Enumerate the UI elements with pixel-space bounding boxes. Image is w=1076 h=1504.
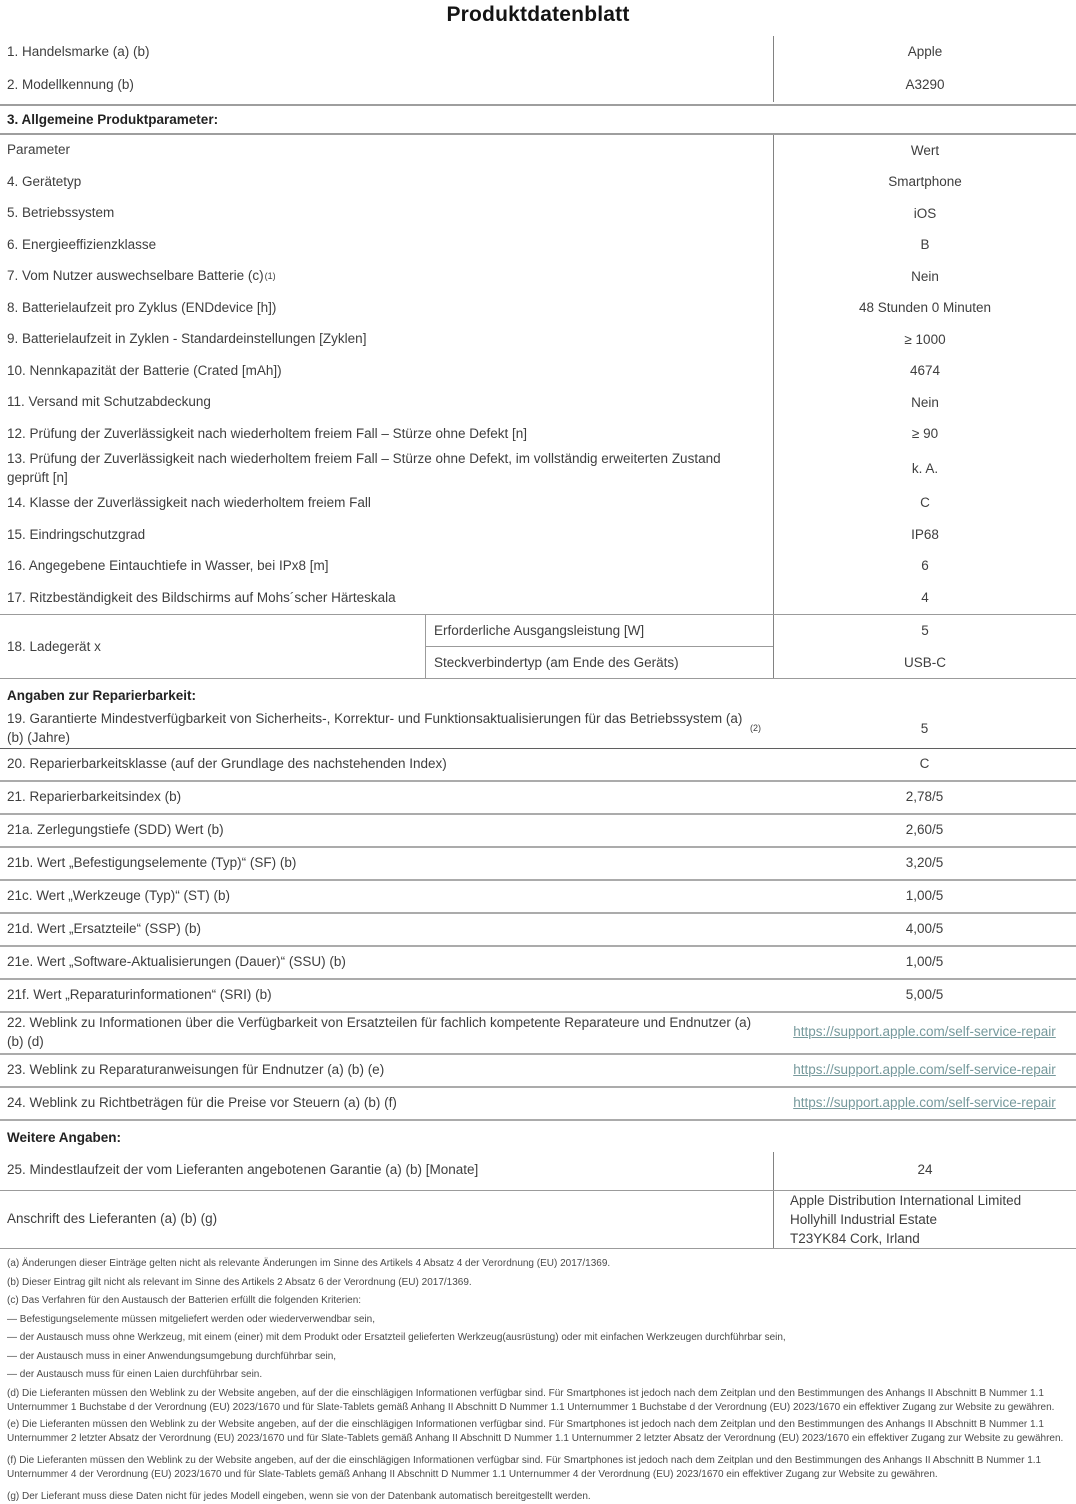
row-value: C xyxy=(773,488,1076,520)
row-label: Anschrift des Lieferanten (a) (b) (g) xyxy=(7,1210,218,1226)
row-label: 4. Gerätetyp xyxy=(7,173,82,189)
charger-sub-label: Erforderliche Ausgangsleistung [W] xyxy=(426,615,773,647)
footnote-g: (g) Der Lieferant muss diese Daten nicht für jedes Modell eingeben, wenn sie von der Datenbank automatisch bereitgestellt werden. xyxy=(7,1490,591,1502)
footnote-f: (f) Die Lieferanten müssen den Weblink zu der Website angeben, auf der die einschlägigen Informationen verfügbar sind. Für Smartphones ist jedoch nach dem Zeitplan und den Bestimmungen des Anhangs II Abschnitt B Nummer 1.1 Unternummer 4 der Verordnung (EU) 2023/1670 und für Slate-Tablets gemäß Anhang II Abschnitt D Nummer 1.1 Unternummer 4 der Verordnung (EU) 2023/1670 ein effektiver Zugang zur Website zu gewähren. xyxy=(7,1454,1042,1480)
table-row xyxy=(0,749,1076,782)
row-value: Smartphone xyxy=(773,167,1076,199)
row-label-text: 19. Garantierte Mindestverfügbarkeit von Sicherheits-, Korrektur- und Funktionsaktualisierungen für das Betriebssystem (a) (b) (Jahre) xyxy=(7,710,743,745)
table-row xyxy=(0,582,1076,614)
row-label: 14. Klasse der Zuverlässigkeit nach wiederholtem freiem Fall xyxy=(7,495,371,511)
table-row xyxy=(0,815,1076,848)
identification-table xyxy=(0,36,1076,102)
row-label: 22. Weblink zu Informationen über die Verfügbarkeit von Ersatzteilen für fachlich kompetente Reparateure und Endnutzer (a) (b) (d) xyxy=(7,1014,752,1049)
supplier-address-line: T23YK84 Cork, Irland xyxy=(790,1230,920,1246)
row-value: C xyxy=(919,755,930,771)
table-row xyxy=(0,710,1076,749)
row-value: k. A. xyxy=(773,450,1076,488)
row-label: 7. Vom Nutzer auswechselbare Batterie (c) $^{(1)}$ xyxy=(0,261,773,293)
table-row xyxy=(0,293,1076,325)
table-row xyxy=(0,848,1076,881)
supplier-address xyxy=(773,1191,1076,1248)
row-label: 12. Prüfung der Zuverlässigkeit nach wiederholtem freiem Fall – Stürze ohne Defekt [n] xyxy=(7,425,528,441)
row-label: 5. Betriebssystem xyxy=(7,205,115,221)
row-value: 2,60/5 xyxy=(905,821,944,837)
row-value: 24 xyxy=(773,1152,1076,1190)
row-label: 17. Ritzbeständigkeit des Bildschirms auf Mohs´scher Härteskala xyxy=(7,589,396,605)
row-value: iOS xyxy=(773,198,1076,230)
table-row xyxy=(0,198,1076,230)
supplier-address-line: Apple Distribution International Limited xyxy=(790,1192,1022,1208)
footnote-c-criterion: — der Austausch muss für einen Laien durchführbar sein. xyxy=(7,1369,263,1381)
table-row xyxy=(0,450,1076,488)
row-value: 5 xyxy=(920,720,929,736)
row-label: 24. Weblink zu Richtbeträgen für die Preise vor Steuern (a) (b) (f) xyxy=(7,1094,397,1110)
table-row xyxy=(0,914,1076,947)
table-row xyxy=(0,167,1076,199)
row-label: 21d. Wert „Ersatzteile“ (SSP) (b) xyxy=(7,920,202,936)
row-label: 16. Angegebene Eintauchtiefe in Wasser, bei IPx8 [m] xyxy=(7,558,329,574)
row-label: 21e. Wert „Software-Aktualisierungen (Dauer)“ (SSU) (b) xyxy=(7,953,346,969)
row-label: 21c. Wert „Werkzeuge (Typ)“ (ST) (b) xyxy=(7,887,231,903)
table-row xyxy=(0,881,1076,914)
row-label: 10. Nennkapazität der Batterie (Crated [mAh]) xyxy=(7,362,282,378)
row-label: 18. Ladegerät x xyxy=(7,638,101,654)
table-row xyxy=(0,419,1076,451)
row-label: 9. Batterielaufzeit in Zyklen - Standardeinstellungen [Zyklen] xyxy=(7,331,367,347)
table-row xyxy=(0,261,1076,293)
table-row xyxy=(0,980,1076,1013)
table-row xyxy=(0,488,1076,520)
row-value: Nein xyxy=(773,261,1076,293)
table-row xyxy=(0,69,1076,102)
row-value: 4 xyxy=(773,582,1076,614)
row-label: 11. Versand mit Schutzabdeckung xyxy=(7,394,211,410)
table-row xyxy=(0,387,1076,419)
row-value: 1,00/5 xyxy=(905,953,944,969)
general-parameters-table xyxy=(0,135,1076,679)
table-row-weblink xyxy=(0,1013,1076,1055)
charger-sub-label: Steckverbindertyp (am Ende des Geräts) xyxy=(434,654,679,670)
row-value: B xyxy=(773,230,1076,262)
row-label: 1. Handelsmarke (a) (b) xyxy=(7,44,150,60)
row-label: 15. Eindringschutzgrad xyxy=(7,526,146,542)
table-row-weblink xyxy=(0,1055,1076,1088)
footnote-b: (b) Dieser Eintrag gilt nicht als relevant im Sinne des Artikels 2 Absatz 6 der Verordnung (EU) 2017/1369. xyxy=(7,1276,472,1288)
row-label: 21b. Wert „Befestigungselemente (Typ)“ (SF) (b) xyxy=(7,854,297,870)
charger-sub-values xyxy=(773,615,1076,678)
table-row xyxy=(0,947,1076,980)
row-label: 13. Prüfung der Zuverlässigkeit nach wiederholtem freiem Fall – Stürze ohne Defekt, im vollständig erweiterten Zustand geprüft [n] xyxy=(7,451,721,485)
row-value: IP68 xyxy=(773,519,1076,551)
footnote-d: (d) Die Lieferanten müssen den Weblink zu der Website angeben, auf der die einschlägigen Informationen verfügbar sind. Für Smartphones ist jedoch nach dem Zeitplan und den Bestimmungen des Anhangs II Abschnitt B Nummer 1.1 Unternummer 1 Buchstabe d der Verordnung (EU) 2023/1670 und für Slate-Tablets gemäß Anhang II Abschnitt D Nummer 1.1 Unternummer 1 Buchstabe d der Verordnung (EU) 2023/1670 ein effektiver Zugang zur Website zu gewähren. xyxy=(7,1387,1055,1413)
repairability-table xyxy=(0,710,1076,1121)
footnote-a: (a) Änderungen dieser Einträge gelten nicht als relevante Änderungen im Sinne des Artikels 4 Absatz 4 der Verordnung (EU) 2017/1369. xyxy=(7,1258,611,1270)
row-value: 5,00/5 xyxy=(905,986,944,1002)
supplier-address-row xyxy=(0,1191,1076,1249)
row-label: 23. Weblink zu Reparaturanweisungen für Endnutzer (a) (b) (e) xyxy=(7,1061,385,1077)
charger-sub-value: 5 xyxy=(921,623,929,639)
table-row xyxy=(0,356,1076,388)
footnotes xyxy=(0,1249,1076,1504)
row-value: ≥ 1000 xyxy=(773,324,1076,356)
row-label: 19. Garantierte Mindestverfügbarkeit von Sicherheits-, Korrektur- und Funktionsaktualisierungen für das Betriebssystem (a) (b) (Jahre) $^{(2)}$ xyxy=(0,710,773,748)
footnote-c-criterion: — der Austausch muss in einer Anwendungsumgebung durchführbar sein, xyxy=(7,1350,337,1362)
charger-sub-labels xyxy=(425,615,773,678)
table-row xyxy=(0,551,1076,583)
row-label: 21. Reparierbarkeitsindex (b) xyxy=(7,788,182,804)
row-value: 4674 xyxy=(773,356,1076,388)
row-value: 1,00/5 xyxy=(905,887,944,903)
row-value: ≥ 90 xyxy=(773,419,1076,451)
row-label-text: 7. Vom Nutzer auswechselbare Batterie (c) xyxy=(7,268,264,284)
row-value: 4,00/5 xyxy=(905,920,944,936)
section-heading-more-info: Weitere Angaben: xyxy=(7,1129,122,1145)
row-value: 6 xyxy=(773,551,1076,583)
row-value: Nein xyxy=(773,387,1076,419)
row-label: 8. Batterielaufzeit pro Zyklus (ENDdevice [h]) xyxy=(7,299,277,315)
supplier-address-line: Hollyhill Industrial Estate xyxy=(790,1211,938,1227)
table-row xyxy=(0,519,1076,551)
row-label: 25. Mindestlaufzeit der vom Lieferanten angebotenen Garantie (a) (b) [Monate] xyxy=(7,1162,479,1178)
charger-sub-value: USB-C xyxy=(903,654,946,670)
self-service-repair-link[interactable]: https://support.apple.com/self-service-repair xyxy=(793,1024,1056,1040)
page-title: Produktdatenblatt xyxy=(446,3,630,26)
product-datasheet-page xyxy=(0,3,1076,1504)
section-heading-general-parameters: 3. Allgemeine Produktparameter: xyxy=(0,104,1076,135)
footnote-c-criterion: — Befestigungselemente müssen mitgeliefert werden oder wiederverwendbar sein, xyxy=(7,1313,375,1325)
row-value: Apple xyxy=(773,36,1076,69)
table-row xyxy=(0,36,1076,69)
footnote-c: (c) Das Verfahren für den Austausch der Batterien erfüllt die folgenden Kriterien: xyxy=(7,1295,362,1307)
self-service-repair-link[interactable]: https://support.apple.com/self-service-repair xyxy=(793,1094,1056,1110)
row-value: 2,78/5 xyxy=(905,788,944,804)
table-row xyxy=(0,230,1076,262)
table-row-weblink xyxy=(0,1088,1076,1121)
row-value xyxy=(773,1088,1076,1119)
row-label: 21a. Zerlegungstiefe (SDD) Wert (b) xyxy=(7,821,224,837)
table-row xyxy=(0,782,1076,815)
charger-row xyxy=(0,614,1076,679)
table-row xyxy=(0,1152,1076,1191)
footnote-c-criterion: — der Austausch muss ohne Werkzeug, mit einem (einer) mit dem Produkt oder Ersatzteil gelieferten Werkzeug(ausrüstung) oder mit einfachen Werkzeugen durchführbar sein, xyxy=(7,1332,786,1344)
table-header-row xyxy=(0,135,1076,167)
row-label: 6. Energieeffizienzklasse xyxy=(7,236,157,252)
row-label: 20. Reparierbarkeitsklasse (auf der Grundlage des nachstehenden Index) xyxy=(7,755,447,771)
section-heading-repairability: Angaben zur Reparierbarkeit: xyxy=(7,687,197,703)
row-label: 21f. Wert „Reparaturinformationen“ (SRI) (b) xyxy=(7,986,272,1002)
self-service-repair-link[interactable]: https://support.apple.com/self-service-repair xyxy=(793,1061,1056,1077)
row-value: 48 Stunden 0 Minuten xyxy=(773,293,1076,325)
more-info-table xyxy=(0,1152,1076,1249)
column-header-parameter: Parameter xyxy=(7,142,71,158)
row-value xyxy=(773,1013,1076,1053)
row-value: A3290 xyxy=(773,69,1076,102)
footnote-e: (e) Die Lieferanten müssen den Weblink zu der Website angeben, auf der die einschlägigen Informationen verfügbar sind. Für Smartphones ist jedoch nach dem Zeitplan und den Bestimmungen des Anhangs II Abschnitt B Nummer 1.1 Unternummer 2 letzter Absatz der Verordnung (EU) 2023/1670 und für Slate-Tablets gemäß Anhang II Abschnitt D Nummer 1.1 Unternummer 2 letzter Absatz der Verordnung (EU) 2023/1670 ein effektiver Zugang zur Website zu gewähren. xyxy=(7,1418,1064,1444)
row-value xyxy=(773,1055,1076,1086)
column-header-wert: Wert xyxy=(773,135,1076,167)
table-row xyxy=(0,324,1076,356)
row-label: 2. Modellkennung (b) xyxy=(7,77,134,93)
row-value: 3,20/5 xyxy=(905,854,944,870)
